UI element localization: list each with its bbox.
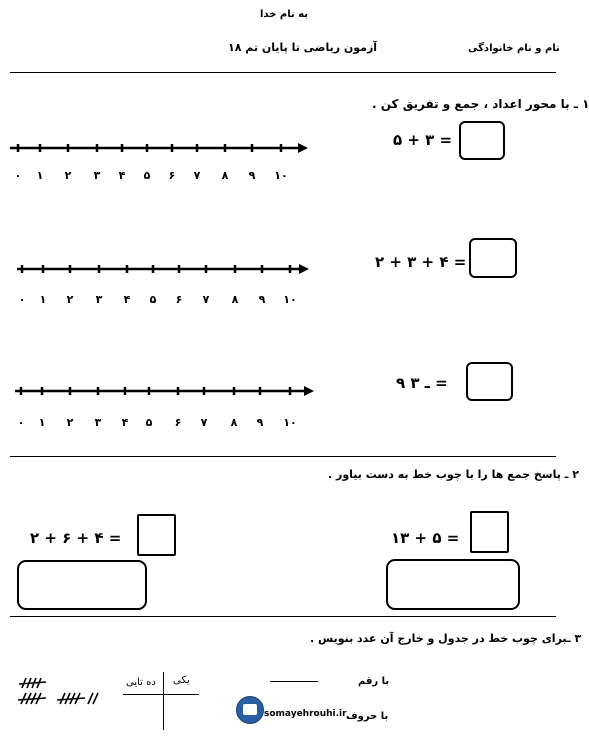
watermark-text: somayehrouhi.ir <box>264 709 347 719</box>
tick-label: ۳ <box>95 293 103 306</box>
tick-label: ۸ <box>230 416 238 429</box>
tick-label: ۳ <box>93 169 101 182</box>
answer-box-3[interactable] <box>466 362 513 401</box>
book-icon <box>243 704 257 715</box>
tick-label: ۹ <box>256 416 264 429</box>
tick-label: ۵ <box>143 169 151 182</box>
tick-label: ۱۰ <box>283 416 297 429</box>
tick-label: ۶ <box>175 293 183 306</box>
tick-label: ۰ <box>17 416 25 429</box>
tick-label: ۶ <box>174 416 182 429</box>
tick-label: ۴ <box>118 169 126 182</box>
column-ones-label: یکی <box>173 675 190 686</box>
with-letters-label: با حروف <box>346 711 389 722</box>
tally-box-q2-left[interactable] <box>17 560 147 610</box>
number-line-1 <box>5 135 325 185</box>
q2-equation-left: ۲ + ۶ + ۴ = <box>30 529 122 547</box>
column-tens-label: ده تایی <box>126 677 156 688</box>
tally-box-q2-right[interactable] <box>386 559 520 610</box>
tick-label: ۱۰ <box>274 169 288 182</box>
q2-divider <box>10 616 556 617</box>
q2-instruction: ۲ ـ پاسخ جمع ها را با چوب خط به دست بیاور . <box>328 468 579 481</box>
tick-label: ۹ <box>248 169 256 182</box>
q1-divider <box>10 456 556 457</box>
tick-label: ۹ <box>258 293 266 306</box>
q3-instruction: ۳ ـبرای چوب خط در جدول و خارج آن عدد بنویس . <box>310 632 582 645</box>
q1-instruction: ۱ ـ با محور اعداد ، جمع و تفریق کن . <box>372 97 589 111</box>
tick-label: ۰ <box>18 293 26 306</box>
q1-equation-1: ۵ + ۳ = <box>393 131 453 149</box>
tick-label: ۱ <box>39 293 47 306</box>
tick-label: ۱ <box>36 169 44 182</box>
tick-label: ۰ <box>14 169 22 182</box>
answer-box-q2-left[interactable] <box>137 514 176 556</box>
answer-box-1[interactable] <box>459 121 505 160</box>
digit-answer-line[interactable] <box>270 681 318 682</box>
tick-label: ۲ <box>66 293 74 306</box>
tick-label: ۷ <box>202 293 210 306</box>
tick-label: ۴ <box>121 416 129 429</box>
tick-label: ۲ <box>66 416 74 429</box>
q1-equation-3: ۹ ـ ۳ = <box>396 374 448 392</box>
watermark-logo <box>236 696 264 724</box>
tick-label: ۴ <box>123 293 131 306</box>
tick-label: ۷ <box>200 416 208 429</box>
tick-label: ۱ <box>38 416 46 429</box>
tick-label: ۲ <box>64 169 72 182</box>
with-digit-label: با رقم <box>358 676 390 687</box>
bismillah: به نام خدا <box>260 9 309 20</box>
q1-equation-2: ۲ + ۳ + ۴ = <box>375 253 467 271</box>
tick-label: ۸ <box>221 169 229 182</box>
tick-label: ۳ <box>94 416 102 429</box>
number-line-2 <box>5 256 325 306</box>
header-divider <box>10 72 556 73</box>
tick-label: ۷ <box>193 169 201 182</box>
tick-label: ۸ <box>231 293 239 306</box>
exam-title: آزمون ریاضی تا پایان تم ۱۸ <box>228 41 378 54</box>
answer-box-q2-right[interactable] <box>470 511 509 553</box>
number-line-3 <box>5 378 325 428</box>
q2-equation-right: ۱۳ + ۵ = <box>391 529 460 547</box>
name-label: نام و نام خانوادگی <box>468 43 560 54</box>
tick-label: ۶ <box>168 169 176 182</box>
answer-box-2[interactable] <box>469 238 517 278</box>
tally-marks-icon <box>16 674 106 724</box>
tick-label: ۱۰ <box>283 293 297 306</box>
tick-label: ۵ <box>149 293 157 306</box>
tick-label: ۵ <box>145 416 153 429</box>
